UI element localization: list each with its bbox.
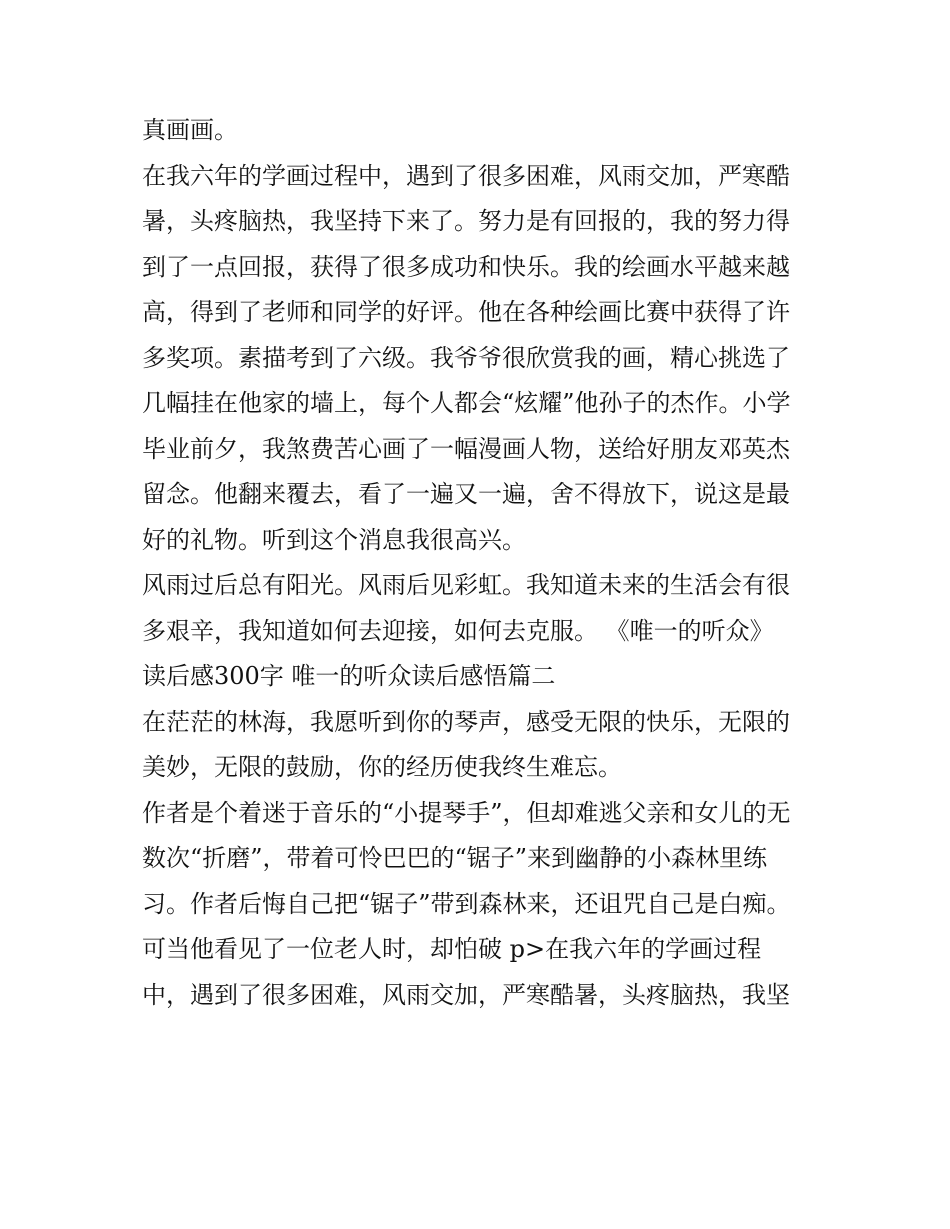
text-line: 多奖项。素描考到了六级。我爷爷很欣赏我的画，精心挑选了 — [142, 343, 790, 372]
text-line: 毕业前夕，我煞费苦心画了一幅漫画人物，送给好朋友邓英杰 — [142, 434, 790, 463]
text-line: 中，遇到了很多困难，风雨交加，严寒酷暑，头疼脑热，我坚 — [142, 980, 790, 1009]
text-line: 多艰辛，我知道如何去迎接，如何去克服。 《唯一的听众》 — [142, 616, 774, 645]
text-line: 在茫茫的林海，我愿听到你的琴声，感受无限的快乐，无限的 — [142, 707, 790, 736]
text-line: 习。作者后悔自己把“锯子”带到森林来，还诅咒自己是白痴。 — [142, 889, 791, 918]
body-text — [142, 108, 822, 1018]
text-line: 美妙，无限的鼓励，你的经历使我终生难忘。 — [142, 753, 622, 781]
text-line: 好的礼物。听到这个消息我很高兴。 — [142, 525, 526, 554]
text-line: 几幅挂在他家的墙上，每个人都会“炫耀”他孙子的杰作。小学 — [142, 389, 791, 417]
text-line: 风雨过后总有阳光。风雨后见彩虹。我知道未来的生活会有很 — [142, 571, 790, 599]
text-line: 留念。他翻来覆去，看了一遍又一遍，舍不得放下，说这是最 — [142, 480, 790, 508]
text-line: 暑，头疼脑热，我坚持下来了。努力是有回报的，我的努力得 — [142, 207, 790, 235]
text-line: 可当他看见了一位老人时，却怕破 p>在我六年的学画过程 — [142, 935, 762, 963]
text-line: 高，得到了老师和同学的好评。他在各种绘画比赛中获得了许 — [142, 298, 790, 326]
text-line: 在我六年的学画过程中，遇到了很多困难，风雨交加，严寒酷 — [142, 161, 790, 190]
text-line: 数次“折磨”，带着可怜巴巴的“锯子”来到幽静的小森林里练 — [142, 844, 768, 872]
text-line: 作者是个着迷于音乐的“小提琴手”，但却难逃父亲和女儿的无 — [142, 798, 791, 827]
text-line: 真画画。 — [142, 116, 238, 144]
section-heading-line: 读后感300字 唯一的听众读后感悟篇二 — [142, 662, 556, 690]
text-line: 到了一点回报，获得了很多成功和快乐。我的绘画水平越来越 — [142, 252, 790, 281]
